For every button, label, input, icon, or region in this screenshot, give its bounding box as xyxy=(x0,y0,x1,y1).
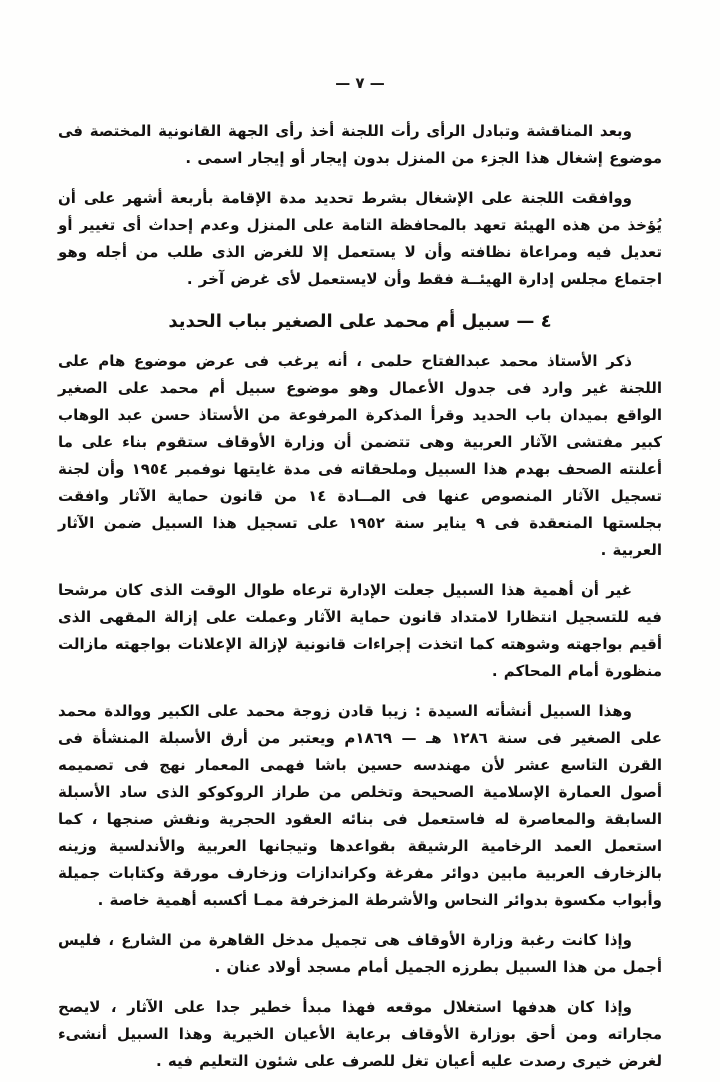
paragraph-committee-opinion: وبعد المناقشة وتبادل الرأى رأت اللجنة أخذ رأى الجهة القانونية المختصة فى موضوع إشغال هذا الجزء من المنزل بدون إيجار أو إيجار اسمى . xyxy=(58,122,662,167)
section-heading-sabil: ٤ — سبيل أم محمد على الصغير بباب الحديد xyxy=(168,311,552,332)
paragraph-sabil-importance: غير أن أهمية هذا السبيل جعلت الإدارة ترعاه طوال الوقت الذى كان مرشحا فيه للتسجيل انتظارا لامتداد قانون حماية الآثار وعملت على إزالة المقهى الذى أقيم بواجهته وشوهته كما اتخذت إجراءات قانونية لإزالة الإعلانات بواجهته مازالت منظورة أمام المحاكم . xyxy=(58,581,662,680)
paragraph-exploitation-principle: وإذا كان هدفها استغلال موقعه فهذا مبدأ خطير جدا على الآثار ، لايصح مجاراته ومن أحق بوزارة الأوقاف برعاية الأعيان الخيرية وهذا السبيل أنشىء لغرض خيرى رصدت عليه أعيان تغل للصرف على شئون التعليم فيه . xyxy=(58,998,662,1070)
paragraph-occupancy-conditions: ووافقت اللجنة على الإشغال بشرط تحديد مدة الإقامة بأربعة أشهر على أن يُؤخذ من هذه الهيئة تعهد بالمحافظة التامة على المنزل وعدم إحداث أى تغيير أو تعديل فيه ومراعاة نظافته وأن لا يستعمل إلا للغرض الذى طلب من أجله وهو اجتماع مجلس إدارة الهيئــة فقط وأن لايستعمل لأى غرض آخر . xyxy=(58,189,662,288)
paragraph-awqaf-wish: وإذا كانت رغبة وزارة الأوقاف هى تجميل مدخل القاهرة من الشارع ، فليس أجمل من هذا السبيل بطرزه الجميل أمام مسجد أولاد عنان . xyxy=(58,931,662,976)
paragraph-sabil-history: وهذا السبيل أنشأته السيدة : زيبا قادن زوجة محمد على الكبير ووالدة محمد على الصغير فى سنة ١٢٨٦ هـ — ١٨٦٩م ويعتبر من أرق الأسبلة المنشأة فى القرن التاسع عشر لأن مهندسه حسين باشا فهمى المعمار نهج فى تصميمه أصول العمارة الإسلامية الصحيحة وتخلص من طراز الروكوكو الذى ساد الأسبلة السابقة والمعاصرة له فاستعمل فى بنائه العقود الحجرية ونقش صنجها ، كما استعمل العمد الرخامية الرشيقة بقواعدها وتيجانها العربية والأندلسية وزينه بالزخارف العربية مابين دوائر مفرغة وكراندازات وزخارف مورقة وكتابات جميلة وأبواب مكسوة بدوائر النحاس والأشرطة المزخرفة ممـا أكسبه أهمية خاصة . xyxy=(58,702,662,909)
paragraph-memo-demolition: ذكر الأستاذ محمد عبدالفتاح حلمى ، أنه يرغب فى عرض موضوع هام على اللجنة غير وارد فى جدول الأعمال وهو موضوع سبيل أم محمد على الصغير الواقع بميدان باب الحديد وقرأ المذكرة المرفوعة من الأستاذ حسن عبد الوهاب كبير مفتشى الآثار العربية وهى تتضمن أن وزارة الأوقاف ستقوم بناء على ما أعلنته الصحف بهدم هذا السبيل وملحقاته فى مدة غايتها نوفمبر ١٩٥٤ وأن لجنة تسجيل الآثار المنصوص عنها فى المــادة ١٤ من قانون حماية الآثار وافقت بجلستها المنعقدة فى ٩ يناير سنة ١٩٥٢ على تسجيل هذا السبيل ضمن الآثار العربية . xyxy=(58,352,663,559)
page-number: — ٧ — xyxy=(335,74,385,92)
